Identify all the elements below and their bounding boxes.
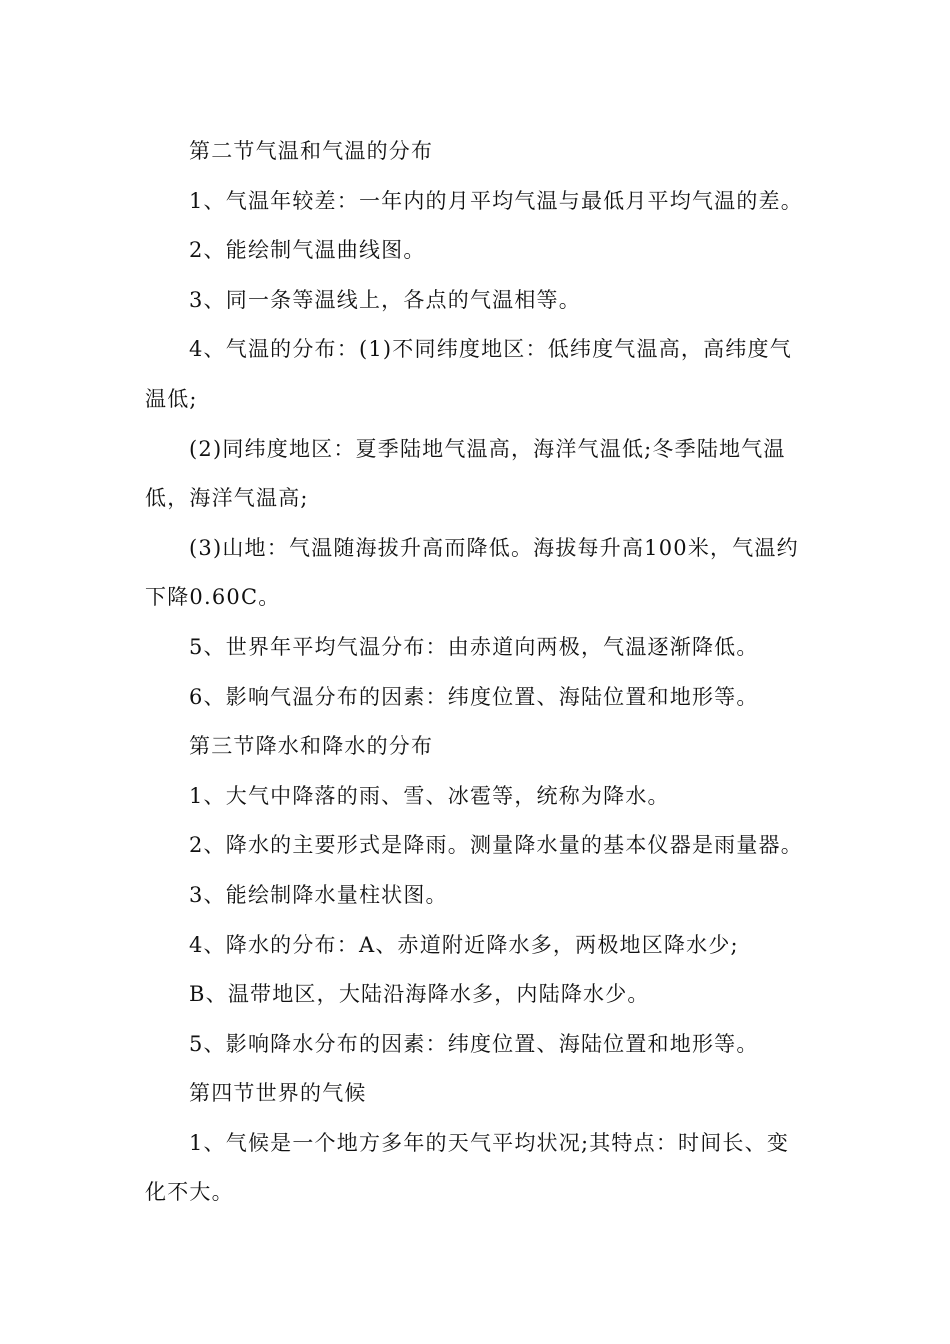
paragraph: 5、世界年平均气温分布：由赤道向两极，气温逐渐降低。 (189, 634, 759, 659)
paragraph: 2、能绘制气温曲线图。 (189, 238, 426, 263)
section-heading: 第三节降水和降水的分布 (189, 734, 434, 759)
paragraph: 4、降水的分布：A、赤道附近降水多，两极地区降水少; (189, 932, 739, 957)
paragraph: 4、气温的分布：(1)不同纬度地区：低纬度气温高，高纬度气温低; (145, 337, 792, 411)
paragraph: 1、气候是一个地方多年的天气平均状况;其特点：时间长、变化不大。 (145, 1130, 790, 1205)
paragraph: 6、影响气温分布的因素：纬度位置、海陆位置和地形等。 (189, 684, 759, 709)
paragraph: 2、降水的主要形式是降雨。测量降水量的基本仪器是雨量器。 (189, 833, 803, 858)
paragraph: 5、影响降水分布的因素：纬度位置、海陆位置和地形等。 (189, 1031, 759, 1056)
paragraph: (2)同纬度地区：夏季陆地气温高，海洋气温低;冬季陆地气温低，海洋气温高; (145, 436, 786, 511)
paragraph: B、温带地区，大陆沿海降水多，内陆降水少。 (189, 982, 650, 1007)
section-heading: 第四节世界的气候 (189, 1081, 367, 1106)
paragraph: 1、大气中降落的雨、雪、冰雹等，统称为降水。 (189, 783, 670, 808)
paragraph: (3)山地：气温随海拔升高而降低。海拔每升高100米，气温约下降0.60C。 (145, 535, 799, 610)
section-heading: 第二节气温和气温的分布 (189, 139, 434, 163)
document-body (145, 127, 810, 1218)
paragraph: 1、气温年较差：一年内的月平均气温与最低月平均气温的差。 (189, 188, 803, 213)
paragraph: 3、同一条等温线上，各点的气温相等。 (189, 287, 581, 312)
paragraph: 3、能绘制降水量柱状图。 (189, 882, 448, 907)
